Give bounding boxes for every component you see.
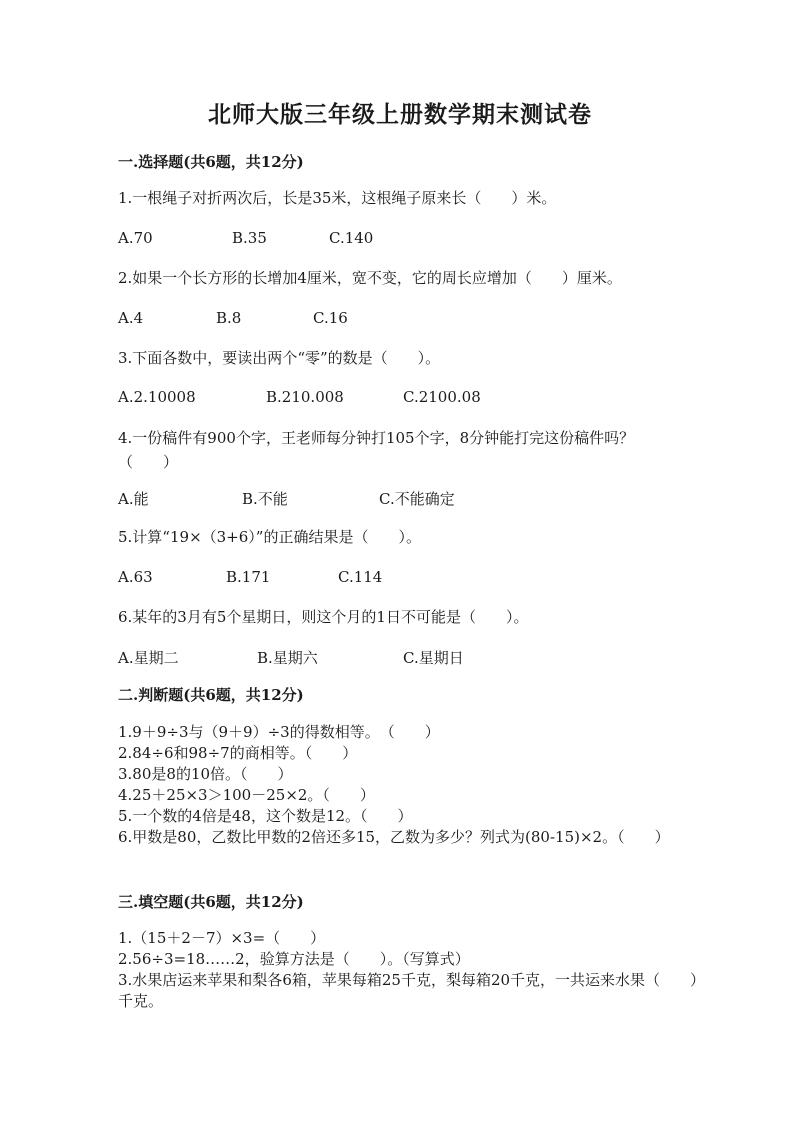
judge-item: 6.甲数是80，乙数比甲数的2倍还多15，乙数为多少？列式为(80-15)×2。（ ） [118, 828, 670, 846]
option-a: A.63 [118, 568, 153, 586]
option-c: C.不能确定 [379, 490, 455, 508]
option-a: A.4 [118, 309, 144, 327]
option-b: B.171 [226, 568, 271, 586]
fill-item: 1.（15＋2－7）×3=（ ） [118, 929, 326, 947]
fill-item: 3.水果店运来苹果和梨各6箱，苹果每箱25千克，梨每箱20千克，一共运来水果（ ）千克。 [118, 971, 698, 1010]
option-a: A.2.10008 [118, 388, 196, 406]
question-6: 6.某年的3月有5个星期日，则这个月的1日不可能是（ ）。 [118, 608, 529, 626]
question-1: 1.一根绳子对折两次后，长是35米，这根绳子原来长（ ）米。 [118, 189, 557, 207]
page-title: 北师大版三年级上册数学期末测试卷 [208, 101, 592, 128]
section-heading-judge: 二.判断题(共6题，共12分) [118, 686, 304, 704]
option-b: B.210.008 [266, 388, 344, 406]
section-heading-choice: 一.选择题(共6题，共12分) [118, 153, 304, 171]
question-3: 3.下面各数中，要读出两个“零”的数是（ ）。 [118, 349, 441, 367]
option-b: B.35 [232, 229, 267, 247]
question-4: 4.一份稿件有900个字，王老师每分钟打105个字，8分钟能打完这份稿件吗？（ ） [118, 429, 635, 471]
judge-item: 5.一个数的4倍是48，这个数是12。（ ） [118, 807, 413, 825]
question-5: 5.计算“19×（3+6）”的正确结果是（ ）。 [118, 528, 421, 546]
question-2: 2.如果一个长方形的长增加4厘米，宽不变，它的周长应增加（ ）厘米。 [118, 269, 622, 287]
judge-item: 2.84÷6和98÷7的商相等。（ ） [118, 744, 358, 762]
fill-item: 2.56÷3=18……2，验算方法是（ ）。（写算式） [118, 950, 470, 968]
option-c: C.140 [329, 229, 374, 247]
option-a: A.70 [118, 229, 153, 247]
judge-item: 1.9＋9÷3与（9＋9）÷3的得数相等。 （ ） [118, 723, 440, 741]
judge-item: 3.80是8的10倍。（ ） [118, 765, 293, 783]
option-b: B.不能 [242, 490, 288, 508]
option-c: C.16 [313, 309, 348, 327]
option-c: C.星期日 [403, 649, 464, 667]
option-b: B.8 [216, 309, 242, 327]
option-b: B.星期六 [257, 649, 318, 667]
option-c: C.2100.08 [403, 388, 481, 406]
judge-item: 4.25＋25×3＞100－25×2。（ ） [118, 786, 375, 804]
section-heading-fill: 三.填空题(共6题，共12分) [118, 893, 304, 911]
option-c: C.114 [338, 568, 383, 586]
option-a: A.能 [118, 490, 149, 508]
option-a: A.星期二 [118, 649, 179, 667]
